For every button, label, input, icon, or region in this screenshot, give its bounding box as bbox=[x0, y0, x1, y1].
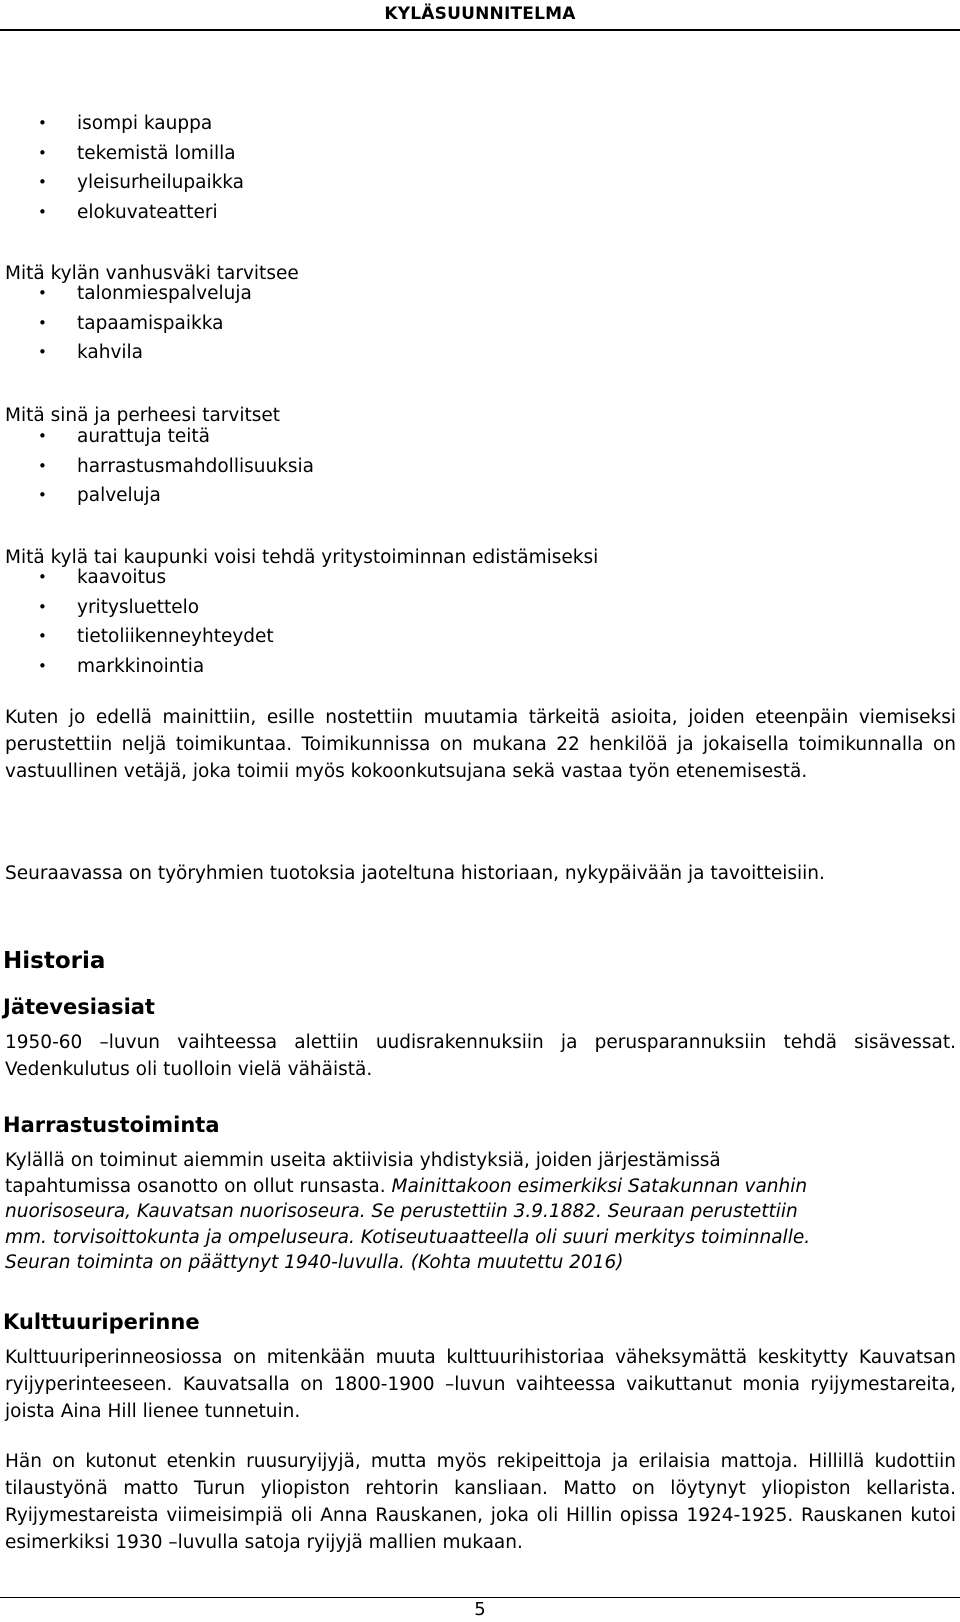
question-elderly: Mitä kylän vanhusväki tarvitsee bbox=[5, 263, 299, 284]
bullet-icon: • bbox=[38, 143, 47, 162]
paragraph-culture-1: Kulttuuriperinneosiossa on mitenkään muuta kulttuurihistoriaa väheksymättä keskitytty Kauvatsan ryijyperinteeseen. Kauvatsalla on 1800-1900 –luvun vaihteessa vaikuttanut monia ryijymestareita, joista Aina Hill lienee tunnetuin. bbox=[5, 1347, 956, 1422]
bullet-list-elderly bbox=[38, 279, 252, 368]
bullet-list-business bbox=[38, 563, 274, 681]
list-item: • tapaamispaikka bbox=[38, 309, 252, 339]
list-item: • harrastusmahdollisuuksia bbox=[38, 452, 314, 482]
bullet-icon: • bbox=[38, 568, 47, 586]
heading-wastewater: Jätevesiasiat bbox=[3, 995, 155, 1019]
paragraph-wastewater: 1950-60 –luvun vaihteessa alettiin uudisrakennuksiin ja perusparannuksiin tehdä sisävessat. Vedenkulutus oli tuolloin vielä vähäistä. bbox=[5, 1032, 956, 1080]
question-family: Mitä sinä ja perheesi tarvitset bbox=[5, 405, 281, 426]
bullet-icon: • bbox=[38, 656, 47, 675]
text-line: tapahtumissa osanotto on ollut runsasta. Mainittakoon esimerkiksi Satakunnan vanhin bbox=[5, 1175, 808, 1197]
list-item: • elokuvateatteri bbox=[38, 198, 244, 228]
bullet-icon: • bbox=[38, 486, 47, 504]
text-line: nuorisoseura, Kauvatsan nuorisoseura. Se perustettiin 3.9.1882. Seuraan perustettiin bbox=[5, 1201, 798, 1222]
bullet-icon: • bbox=[38, 202, 47, 221]
text-line: Kylällä on toiminut aiemmin useita aktiivisia yhdistyksiä, joiden järjestämissä bbox=[5, 1150, 721, 1171]
list-item: • yleisurheilupaikka bbox=[38, 168, 244, 198]
bullet-icon: • bbox=[38, 597, 47, 616]
list-item: • talonmiespalveluja bbox=[38, 279, 252, 309]
page-number: 5 bbox=[474, 1599, 486, 1620]
bullet-icon: • bbox=[38, 427, 47, 445]
bullet-icon: • bbox=[38, 173, 47, 191]
text-line: Seuran toiminta on päättynyt 1940-luvulla. (Kohta muutettu 2016) bbox=[5, 1252, 624, 1273]
question-business: Mitä kylä tai kaupunki voisi tehdä yritystoiminnan edistämiseksi bbox=[5, 547, 599, 568]
header-rule bbox=[0, 29, 960, 31]
bullet-icon: • bbox=[38, 284, 47, 302]
bullet-icon: • bbox=[38, 627, 47, 645]
list-item: • tietoliikenneyhteydet bbox=[38, 622, 274, 652]
list-item: • tekemistä lomilla bbox=[38, 139, 244, 169]
bullet-list-wishes bbox=[38, 109, 244, 227]
list-item: • isompi kauppa bbox=[38, 109, 244, 139]
bullet-list-family bbox=[38, 422, 314, 511]
paragraph-hobby bbox=[5, 1148, 956, 1276]
paragraph-intro: Kuten jo edellä mainittiin, esille nostettiin muutamia tärkeitä asioita, joiden eteenpäin viemiseksi perustettiin neljä toimikuntaa. Toimikunnissa on mukana 22 henkilöä ja jokaisella toimikunnalla on vastuullinen vetäjä, joka toimii myös kokoonkutsujana sekä vastaa työn etenemisestä. bbox=[5, 707, 956, 782]
list-item: • kaavoitus bbox=[38, 563, 274, 593]
list-item: • kahvila bbox=[38, 338, 252, 368]
list-item: • aurattuja teitä bbox=[38, 422, 314, 452]
list-item: • palveluja bbox=[38, 481, 314, 511]
header-title: KYLÄSUUNNITELMA bbox=[384, 4, 576, 24]
paragraph-culture-2: Hän on kutonut etenkin ruusuryijyjä, mutta myös rekipeittoja ja erilaisia mattoja. Hillillä kudottiin tilaustyönä matto Turun yliopiston rehtorin kansliaan. Matto on löytynyt yliopiston kellarista. Ryijymestareista viimeisimpiä oli Anna Rauskanen, joka oli Hillin opissa 1924-1925. Rauskanen kutoi esimerkiksi 1930 –luvulla satoja ryijyjä mallien mukaan. bbox=[5, 1451, 956, 1553]
paragraph-next: Seuraavassa on työryhmien tuotoksia jaoteltuna historiaan, nykypäivään ja tavoitteisiin. bbox=[5, 863, 825, 884]
footer-rule bbox=[0, 1597, 960, 1598]
text-line: mm. torvisoittokunta ja ompeluseura. Kotiseutuaatteella oli suuri merkitys toiminnalle. bbox=[5, 1226, 811, 1248]
list-item: • yritysluettelo bbox=[38, 593, 274, 623]
bullet-icon: • bbox=[38, 114, 47, 132]
bullet-icon: • bbox=[38, 343, 47, 361]
heading-history: Historia bbox=[3, 948, 106, 974]
heading-culture: Kulttuuriperinne bbox=[3, 1310, 200, 1334]
heading-hobby: Harrastustoiminta bbox=[3, 1113, 220, 1137]
bullet-icon: • bbox=[38, 313, 47, 332]
bullet-icon: • bbox=[38, 456, 47, 475]
list-item: • markkinointia bbox=[38, 652, 274, 682]
